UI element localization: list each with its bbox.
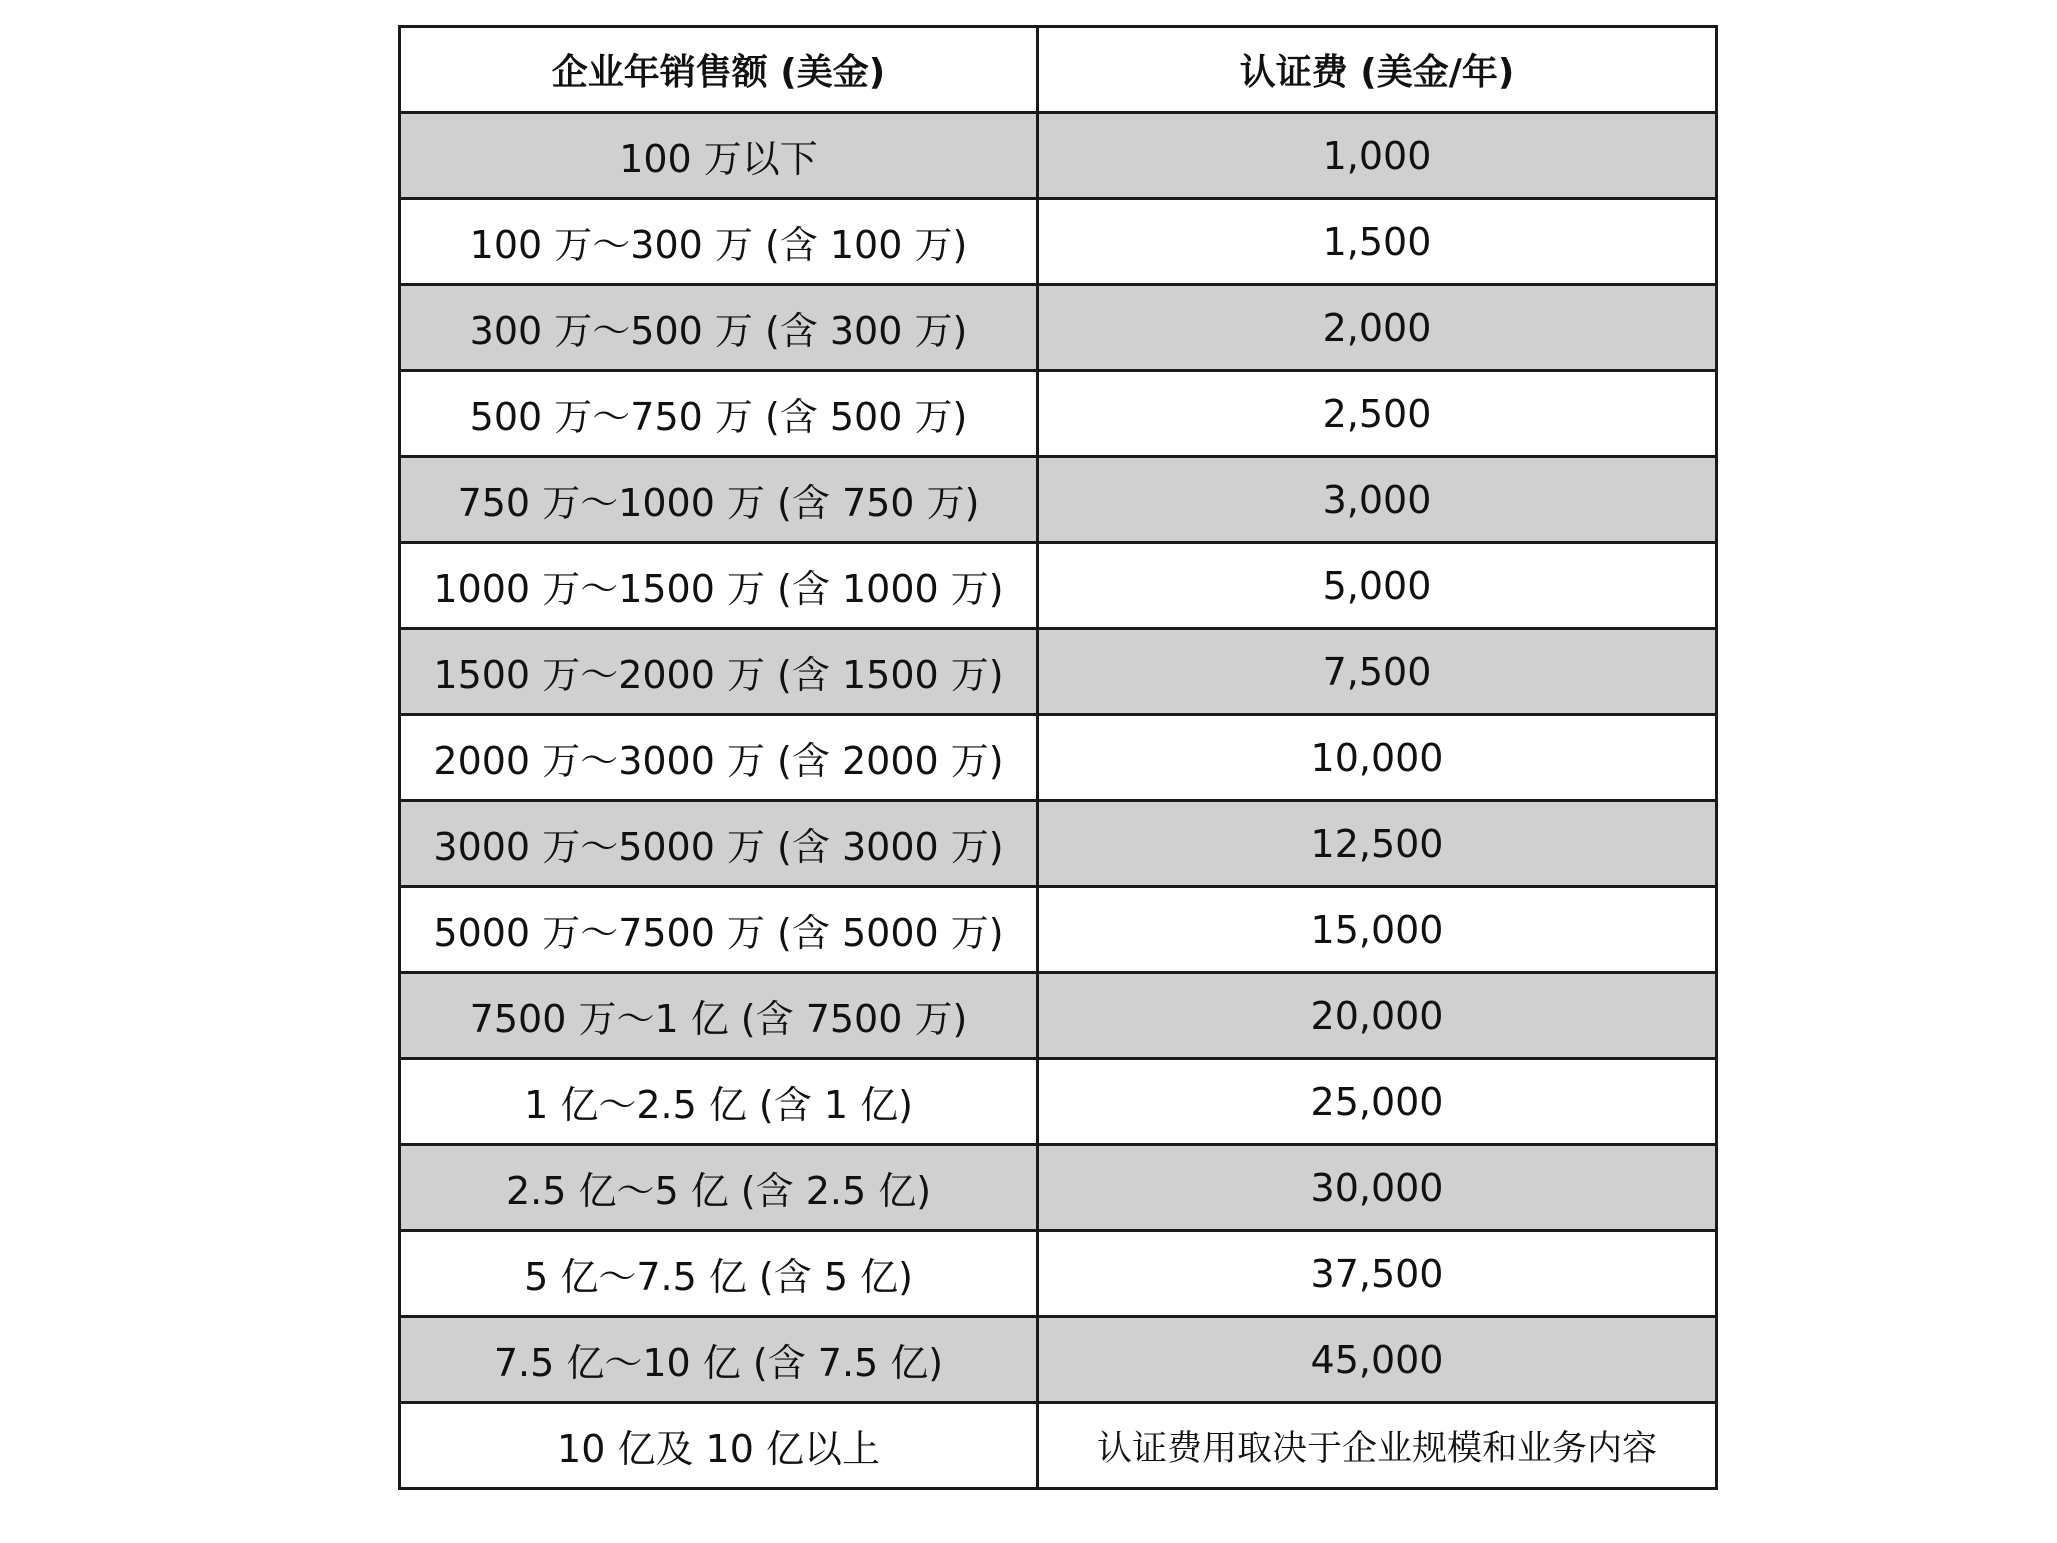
table-header-row: [400, 27, 1717, 113]
table-row: [400, 1403, 1717, 1489]
table-row: [400, 1231, 1717, 1317]
fee-cell: 25,000: [1038, 1059, 1717, 1145]
table-body: [400, 113, 1717, 1489]
table-row: [400, 285, 1717, 371]
fee-cell: 5,000: [1038, 543, 1717, 629]
table-row: [400, 199, 1717, 285]
fee-cell: 10,000: [1038, 715, 1717, 801]
table-row: [400, 1317, 1717, 1403]
fee-cell: 3,000: [1038, 457, 1717, 543]
sales-range-cell: 300 万～500 万 (含 300 万): [400, 285, 1038, 371]
table-row: [400, 887, 1717, 973]
sales-range-cell: 7.5 亿～10 亿 (含 7.5 亿): [400, 1317, 1038, 1403]
sales-range-cell: 10 亿及 10 亿以上: [400, 1403, 1038, 1489]
sales-range-cell: 5 亿～7.5 亿 (含 5 亿): [400, 1231, 1038, 1317]
fee-cell: 12,500: [1038, 801, 1717, 887]
fee-cell: 45,000: [1038, 1317, 1717, 1403]
sales-range-cell: 2000 万～3000 万 (含 2000 万): [400, 715, 1038, 801]
sales-range-cell: 100 万以下: [400, 113, 1038, 199]
fee-cell: 15,000: [1038, 887, 1717, 973]
fee-cell: 20,000: [1038, 973, 1717, 1059]
fee-cell: 7,500: [1038, 629, 1717, 715]
table-row: [400, 801, 1717, 887]
sales-range-cell: 5000 万～7500 万 (含 5000 万): [400, 887, 1038, 973]
fee-cell: 37,500: [1038, 1231, 1717, 1317]
fee-cell: 1,500: [1038, 199, 1717, 285]
sales-range-cell: 1 亿～2.5 亿 (含 1 亿): [400, 1059, 1038, 1145]
sales-range-cell: 100 万～300 万 (含 100 万): [400, 199, 1038, 285]
table-row: [400, 543, 1717, 629]
fee-cell: 2,000: [1038, 285, 1717, 371]
table-row: [400, 113, 1717, 199]
table-row: [400, 1059, 1717, 1145]
sales-range-cell: 1500 万～2000 万 (含 1500 万): [400, 629, 1038, 715]
table-row: [400, 371, 1717, 457]
header-annual-sales: 企业年销售额 (美金): [400, 27, 1038, 113]
sales-range-cell: 7500 万～1 亿 (含 7500 万): [400, 973, 1038, 1059]
sales-range-cell: 750 万～1000 万 (含 750 万): [400, 457, 1038, 543]
table-row: [400, 1145, 1717, 1231]
header-certification-fee: 认证费 (美金/年): [1038, 27, 1717, 113]
certification-fee-table: [398, 25, 1718, 1490]
table-row: [400, 629, 1717, 715]
fee-cell: 2,500: [1038, 371, 1717, 457]
fee-cell: 30,000: [1038, 1145, 1717, 1231]
fee-note-cell: 认证费用取决于企业规模和业务内容: [1038, 1403, 1717, 1489]
table-row: [400, 973, 1717, 1059]
table-row: [400, 457, 1717, 543]
sales-range-cell: 500 万～750 万 (含 500 万): [400, 371, 1038, 457]
sales-range-cell: 2.5 亿～5 亿 (含 2.5 亿): [400, 1145, 1038, 1231]
sales-range-cell: 1000 万～1500 万 (含 1000 万): [400, 543, 1038, 629]
fee-cell: 1,000: [1038, 113, 1717, 199]
table-row: [400, 715, 1717, 801]
sales-range-cell: 3000 万～5000 万 (含 3000 万): [400, 801, 1038, 887]
